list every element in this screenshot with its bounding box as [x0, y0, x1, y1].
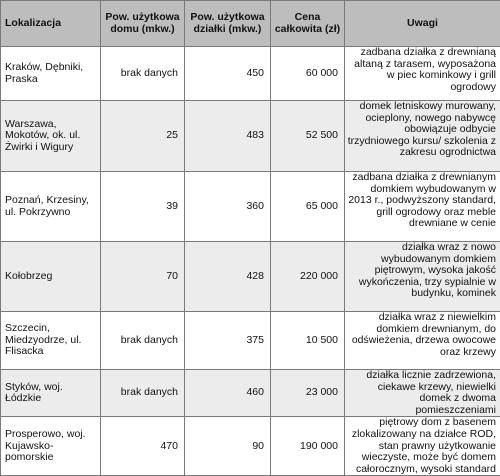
cell-location: Szczecin, Miedzyodrze, ul. Flisacka	[1, 312, 101, 370]
table-header-row	[1, 1, 500, 47]
cell-price: 10 500	[271, 312, 345, 370]
cell-price: 52 500	[271, 101, 345, 172]
cell-price: 220 000	[271, 242, 345, 312]
table-row	[1, 370, 500, 417]
cell-notes: zadbana działka z drewnianą altaną z tarasem, wyposażona w piec kominkowy i grill ogrodowy	[345, 47, 500, 101]
cell-plot-area: 375	[185, 312, 271, 370]
cell-notes: działka wraz z nowo wybudowanym domkiem piętrowym, wysoka jakość wykończenia, trzy sypialnie w budynku, kominek	[345, 242, 500, 312]
header-notes: Uwagi	[345, 1, 500, 47]
cell-house-area: 70	[101, 242, 185, 312]
cell-notes: działka licznie zadrzewiona, ciekawe krzewy, niewielki domek z dwoma pomieszczeniami	[345, 370, 500, 417]
cell-price: 60 000	[271, 47, 345, 101]
cell-plot-area: 90	[185, 417, 271, 476]
cell-location: Warszawa, Mokotów, ok. ul. Żwirki i Wigury	[1, 101, 101, 172]
cell-plot-area: 483	[185, 101, 271, 172]
table-row	[1, 172, 500, 242]
header-plot-area: Pow. użytkowa działki (mkw.)	[185, 1, 271, 47]
cell-location: Styków, woj. Łódzkie	[1, 370, 101, 417]
table-row	[1, 101, 500, 172]
cell-location: Kraków, Dębniki, Praska	[1, 47, 101, 101]
cell-notes: działka wraz z niewielkim domkiem drewnianym, do odświeżenia, drzewa owocowe oraz krzewy	[345, 312, 500, 370]
cell-notes: zadbana działka z drewnianym domkiem wybudowanym w 2013 r., podwyższony standard, grill ogrodowy oraz meble drewniane w cenie	[345, 172, 500, 242]
cell-plot-area: 360	[185, 172, 271, 242]
cell-price: 65 000	[271, 172, 345, 242]
cell-location: Kołobrzeg	[1, 242, 101, 312]
header-price: Cena całkowita (zł)	[271, 1, 345, 47]
header-house-area: Pow. użytkowa domu (mkw.)	[101, 1, 185, 47]
header-location: Lokalizacja	[1, 1, 101, 47]
cell-house-area: 470	[101, 417, 185, 476]
cell-notes: domek letniskowy murowany, ocieplony, nowego nabywcę obowiązuje odbycie trzydniowego kursu/ szkolenia z zakresu ogrodnictwa	[345, 101, 500, 172]
cell-house-area: brak danych	[101, 370, 185, 417]
table-row	[1, 312, 500, 370]
cell-house-area: brak danych	[101, 47, 185, 101]
table-row	[1, 47, 500, 101]
cell-location: Poznań, Krzesiny, ul. Pokrzywno	[1, 172, 101, 242]
cell-price: 23 000	[271, 370, 345, 417]
cell-plot-area: 460	[185, 370, 271, 417]
cell-notes: piętrowy dom z basenem zlokalizowany na działce ROD, stan prawny użytkowanie wieczyste, może być domem całorocznym, wysoki standard	[345, 417, 500, 476]
cell-house-area: brak danych	[101, 312, 185, 370]
cell-house-area: 25	[101, 101, 185, 172]
cell-plot-area: 450	[185, 47, 271, 101]
table-row	[1, 242, 500, 312]
cell-price: 190 000	[271, 417, 345, 476]
cell-location: Prosperowo, woj. Kujawsko-pomorskie	[1, 417, 101, 476]
table-row	[1, 417, 500, 476]
cell-house-area: 39	[101, 172, 185, 242]
cell-plot-area: 428	[185, 242, 271, 312]
